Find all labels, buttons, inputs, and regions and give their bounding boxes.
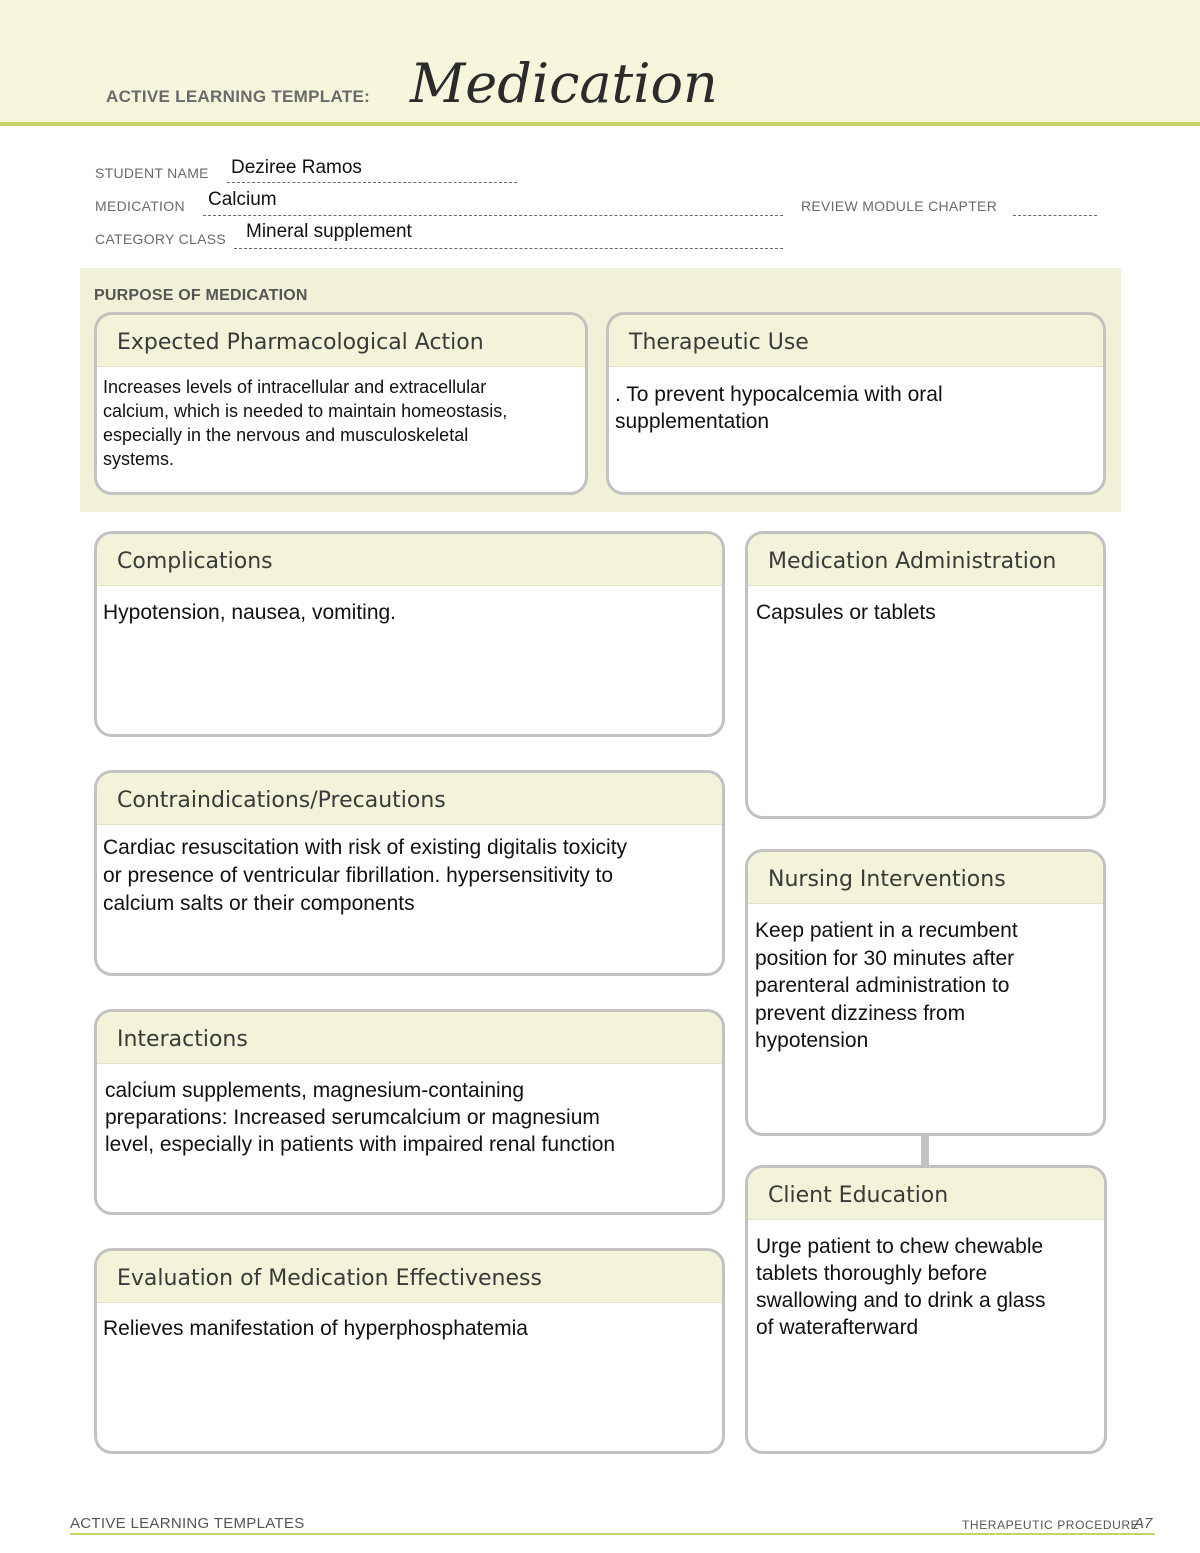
therapeutic-use-title: Therapeutic Use bbox=[609, 315, 1103, 367]
evaluation-box bbox=[94, 1248, 725, 1454]
contraindications-box bbox=[94, 770, 725, 976]
evaluation-text[interactable]: Relieves manifestation of hyperphosphatemia bbox=[103, 1317, 528, 1340]
footer-right-label: THERAPEUTIC PROCEDURE bbox=[962, 1518, 1140, 1532]
review-module-line bbox=[1013, 215, 1097, 216]
interactions-title: Interactions bbox=[97, 1012, 722, 1064]
client-education-box bbox=[745, 1165, 1107, 1454]
interactions-box bbox=[94, 1009, 725, 1215]
complications-text[interactable]: Hypotension, nausea, vomiting. bbox=[103, 601, 397, 624]
medication-line bbox=[203, 215, 783, 216]
therapeutic-use-text[interactable]: . To prevent hypocalcemia with oral supplementation bbox=[615, 383, 943, 433]
expected-action-title: Expected Pharmacological Action bbox=[97, 315, 585, 367]
header-divider bbox=[0, 122, 1200, 126]
nursing-interventions-box bbox=[745, 849, 1106, 1136]
contraindications-text[interactable]: Cardiac resuscitation with risk of existing digitalis toxicity or presence of ventricular fibrillation. hypersensitivity to calcium salts or their components bbox=[103, 836, 628, 915]
complications-title: Complications bbox=[97, 534, 722, 586]
page-number: A7 bbox=[1134, 1515, 1153, 1532]
medication-field bbox=[95, 189, 795, 222]
footer-left-label: ACTIVE LEARNING TEMPLATES bbox=[70, 1515, 305, 1532]
client-education-title: Client Education bbox=[748, 1168, 1104, 1220]
complications-box bbox=[94, 531, 725, 737]
student-name-line bbox=[227, 182, 517, 183]
category-class-value[interactable]: Mineral supplement bbox=[246, 221, 412, 242]
template-label: ACTIVE LEARNING TEMPLATE: bbox=[106, 87, 371, 106]
page-title: Medication bbox=[410, 52, 718, 115]
review-module-label: REVIEW MODULE CHAPTER bbox=[801, 198, 998, 214]
footer-divider bbox=[70, 1533, 1155, 1535]
category-class-label: CATEGORY CLASS bbox=[95, 231, 227, 247]
medication-administration-text[interactable]: Capsules or tablets bbox=[756, 601, 936, 624]
student-name-label: STUDENT NAME bbox=[95, 165, 209, 181]
expected-action-text[interactable]: Increases levels of intracellular and extracellular calcium, which is needed to maintain homeostasis, especially in the nervous and musculoskeletal systems. bbox=[103, 377, 508, 469]
box-connector bbox=[921, 1134, 929, 1166]
purpose-section-title: PURPOSE OF MEDICATION bbox=[94, 287, 308, 304]
review-module-field bbox=[801, 198, 1101, 222]
therapeutic-use-box bbox=[606, 312, 1106, 495]
expected-action-box bbox=[94, 312, 588, 495]
medication-administration-box bbox=[745, 531, 1106, 819]
nursing-interventions-title: Nursing Interventions bbox=[748, 852, 1103, 904]
category-class-field bbox=[95, 221, 795, 255]
student-name-field bbox=[95, 157, 525, 189]
student-name-value[interactable]: Deziree Ramos bbox=[231, 157, 362, 178]
evaluation-title: Evaluation of Medication Effectiveness bbox=[97, 1251, 722, 1303]
interactions-text[interactable]: calcium supplements, magnesium-containing preparations: Increased serumcalcium or magnesium level, especially in patients with impaired renal function bbox=[105, 1079, 616, 1156]
medication-label: MEDICATION bbox=[95, 198, 185, 214]
medication-administration-title: Medication Administration bbox=[748, 534, 1103, 586]
category-class-line bbox=[234, 248, 783, 249]
medication-value[interactable]: Calcium bbox=[208, 189, 277, 210]
nursing-interventions-text[interactable]: Keep patient in a recumbent position for 30 minutes after parenteral administration to prevent dizziness from hypotension bbox=[755, 919, 1018, 1052]
client-education-text[interactable]: Urge patient to chew chewable tablets thoroughly before swallowing and to drink a glass of waterafterward bbox=[756, 1235, 1046, 1339]
contraindications-title: Contraindications/Precautions bbox=[97, 773, 722, 825]
